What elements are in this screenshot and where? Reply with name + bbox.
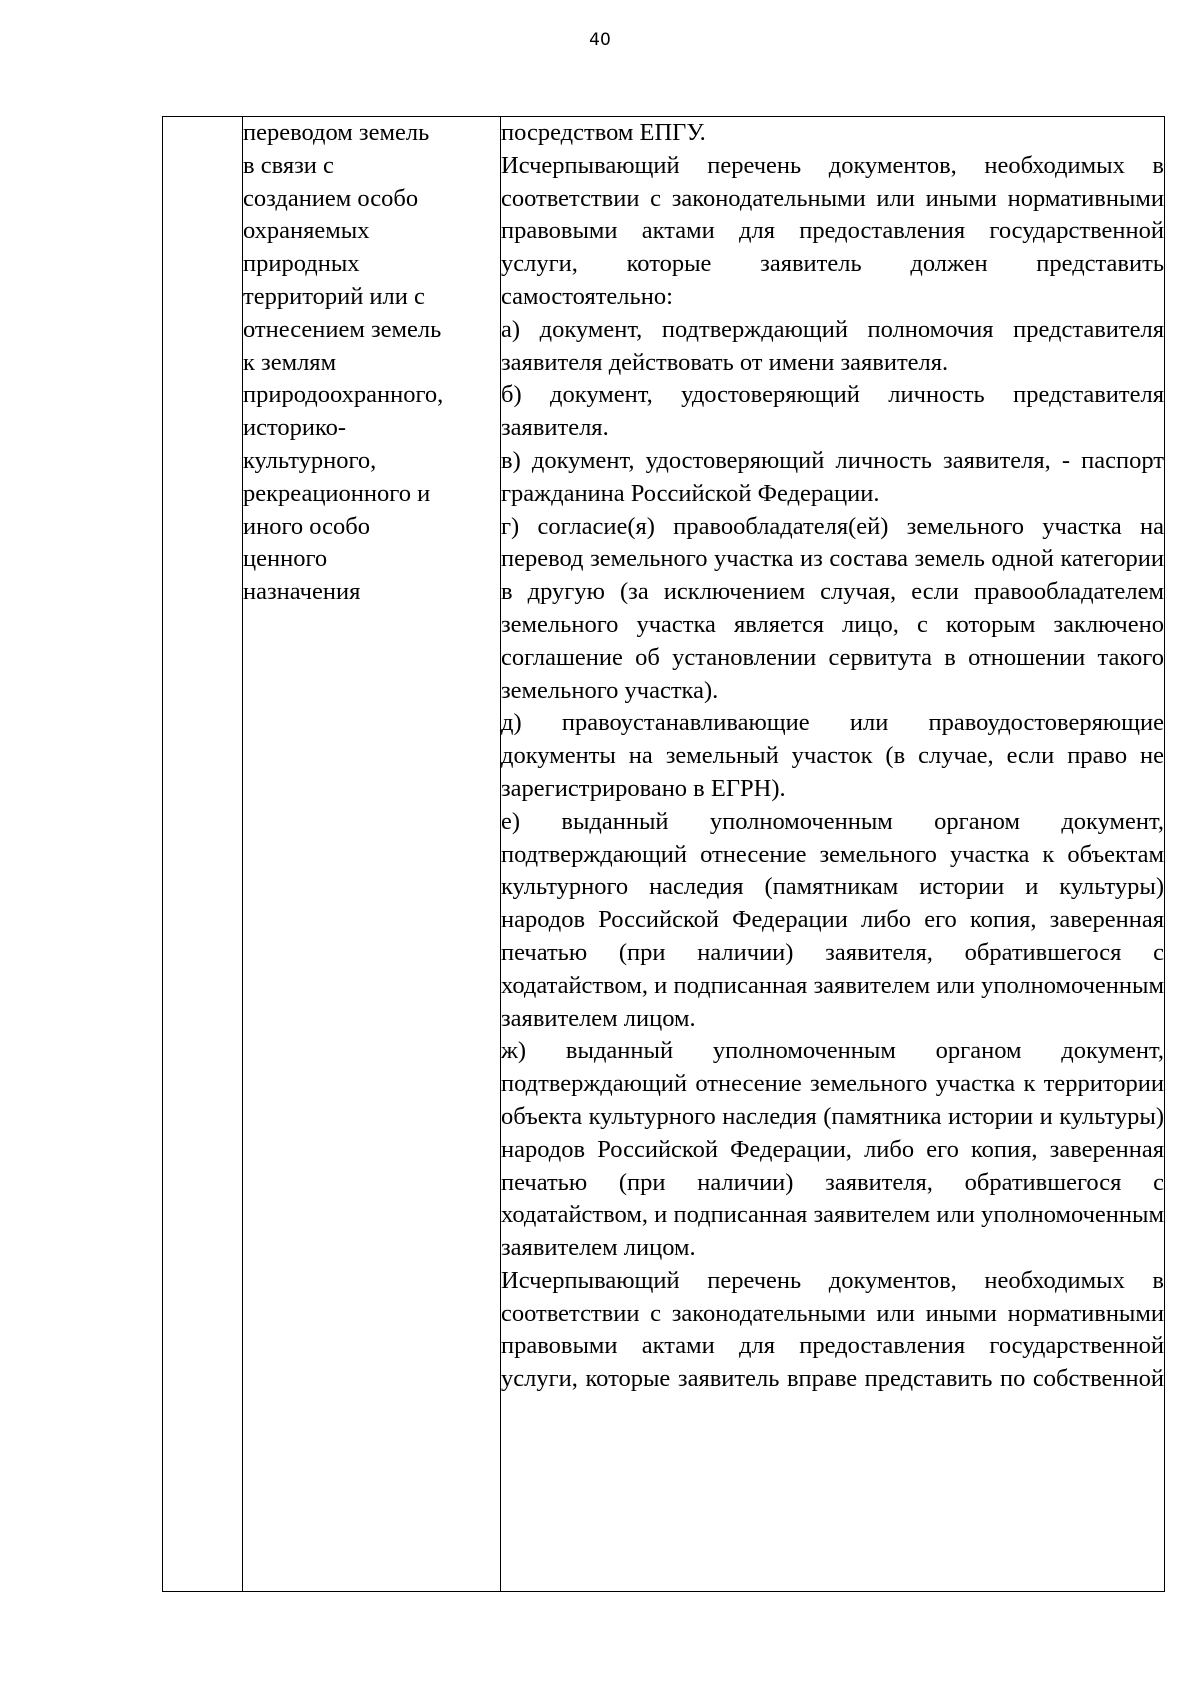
documents-item-zh: ж) выданный уполномоченным органом документ, подтверждающий отнесение земельного участка к территории объекта культурного наследия (памятника истории и культуры) народов Российской Федерации, либо его копия, заверенная печатью (при наличии) заявителя, обратившегося с ходатайством, и подписанная заявителем или уполномоченным заявителем лицом. — [501, 1037, 1164, 1262]
documents-paragraph-optional-heading: Исчерпывающий перечень документов, необходимых в соответствии с законодательными или иными нормативными правовыми актами для предоставления государственной услуги, которые заявитель вправе представить по собственной — [501, 1266, 1164, 1393]
documents-item-v: в) документ, удостоверяющий личность заявителя, - паспорт гражданина Российской Федерации. — [501, 446, 1164, 507]
service-description-line: назначения — [243, 578, 361, 606]
documents-paragraph-intro: посредством ЕПГУ. — [501, 119, 706, 146]
table-cell-number — [163, 117, 243, 1592]
service-description-line: рекреационного и — [243, 479, 431, 507]
service-description-line: созданием особо — [243, 184, 419, 212]
documents-item-a: а) документ, подтверждающий полномочия представителя заявителя действовать от имени заявителя. — [501, 315, 1164, 376]
service-description-line: ценного — [243, 545, 328, 573]
table-row — [163, 117, 1165, 1592]
documents-item-b: б) документ, удостоверяющий личность представителя заявителя. — [501, 381, 1164, 442]
service-description-line: отнесением земель — [243, 315, 442, 343]
service-description-line: природных — [243, 250, 360, 278]
table-cell-documents-list — [501, 117, 1165, 1592]
service-description-line: переводом земель — [243, 119, 430, 146]
service-description-line: иного особо — [243, 512, 370, 540]
documents-item-g: г) согласие(я) правообладателя(ей) земельного участка на перевод земельного участка из состава земель одной категории в другую (за исключением случая, если правообладателем земельного участка является лицо, с которым заключено соглашение об установлении сервитута в отношении такого земельного участка). — [501, 512, 1164, 704]
table-cell-service-description — [243, 117, 501, 1592]
service-description-line: к землям — [243, 348, 337, 376]
page-number: 40 — [589, 30, 611, 50]
service-description-line: культурного, — [243, 446, 377, 474]
document-table — [162, 116, 1165, 1592]
documents-paragraph-required-heading: Исчерпывающий перечень документов, необходимых в соответствии с законодательными или иными нормативными правовыми актами для предоставления государственной услуги, которые заявитель должен представить самостоятельно: — [501, 151, 1164, 310]
service-description-line: историко- — [243, 414, 347, 442]
service-description-line: охраняемых — [243, 217, 370, 245]
service-description-line: природоохранного, — [243, 381, 444, 409]
service-description-line: территорий или с — [243, 282, 425, 310]
service-description-line: в связи с — [243, 151, 334, 179]
documents-item-d: д) правоустанавливающие или правоудостоверяющие документы на земельный участок (в случае, если право не зарегистрировано в ЕГРН). — [501, 709, 1164, 802]
documents-list-body — [501, 117, 1164, 1579]
documents-item-e: е) выданный уполномоченным органом документ, подтверждающий отнесение земельного участка к объектам культурного наследия (памятникам истории и культуры) народов Российской Федерации либо его копия, заверенная печатью (при наличии) заявителя, обратившегося с ходатайством, и подписанная заявителем или уполномоченным заявителем лицом. — [501, 807, 1164, 1032]
